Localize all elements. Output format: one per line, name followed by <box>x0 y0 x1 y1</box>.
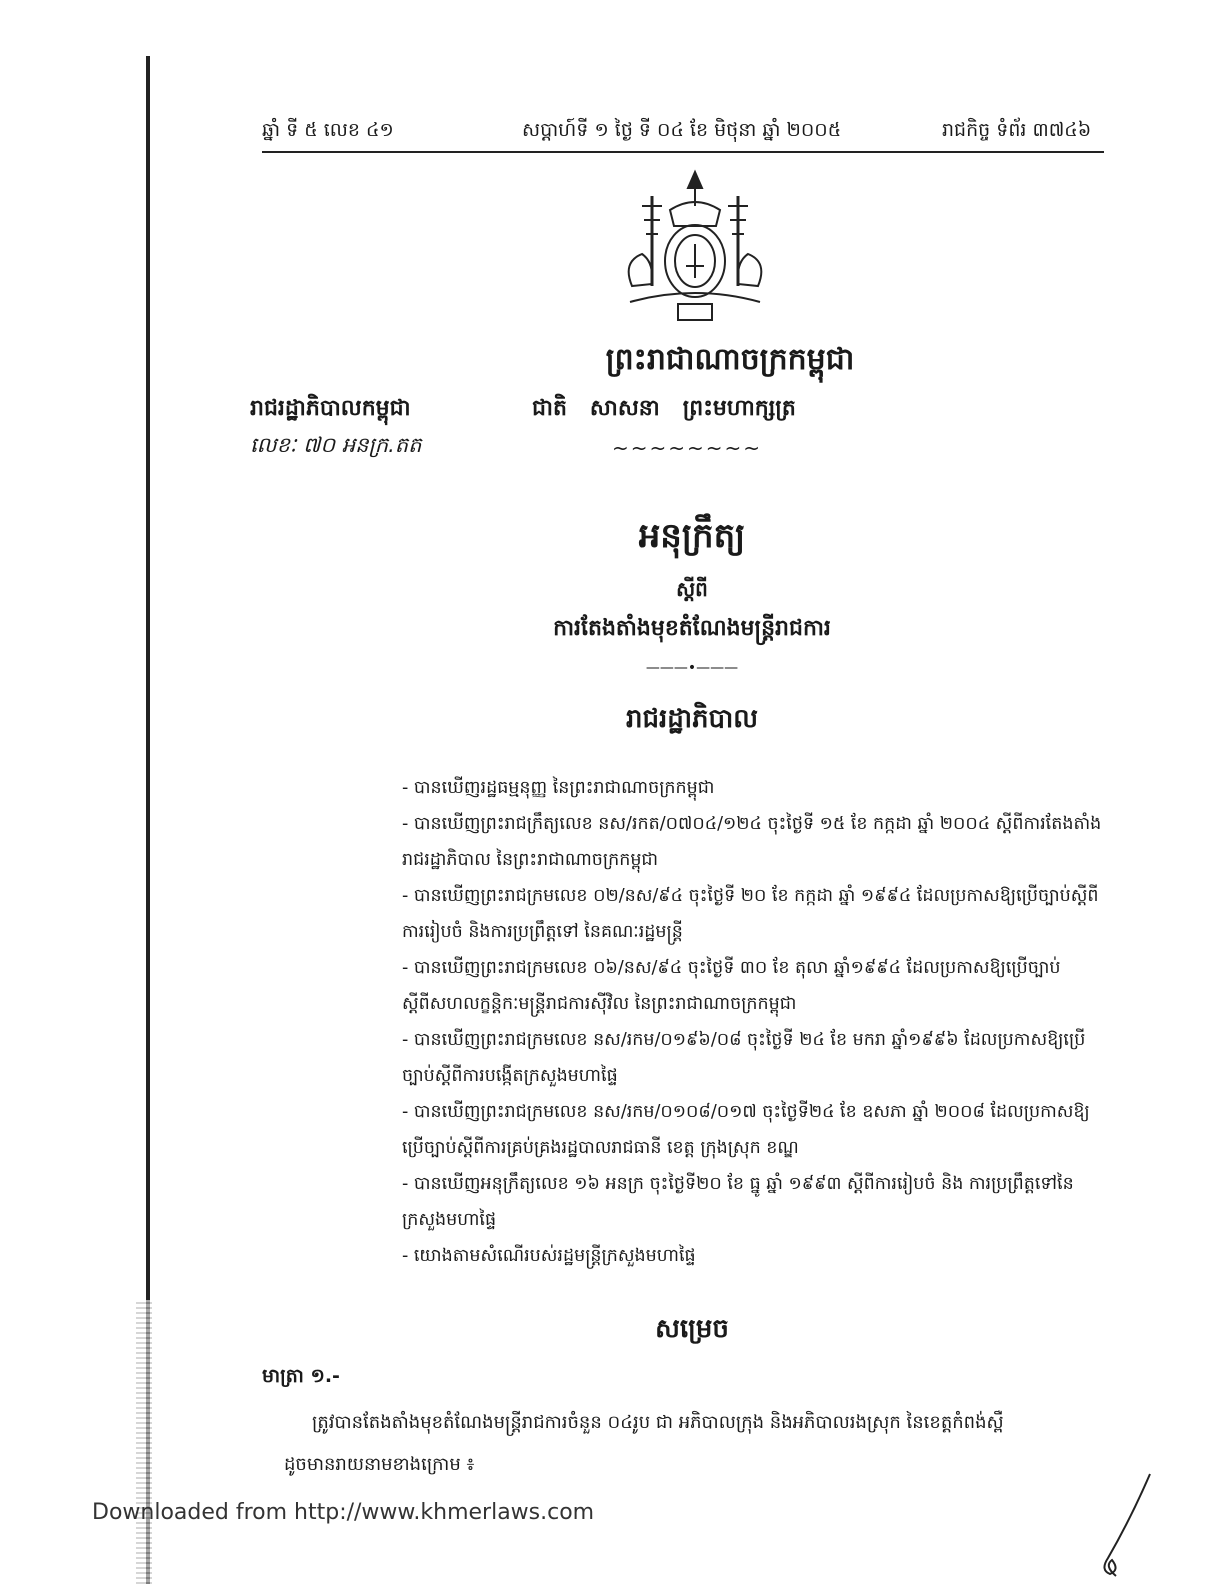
signature-mark-icon <box>1090 1470 1160 1580</box>
royal-coat-of-arms-icon <box>612 166 778 326</box>
download-source-footer: Downloaded from http://www.khmerlaws.com <box>92 1500 595 1525</box>
decree-number: លេខៈ ៧០ អនក្រ.តត <box>250 433 422 457</box>
list-item: - បានឃើញព្រះរាជក្រមលេខ នស/រកម/០១៩៦/០៨ ចុះថ្ងៃទី ២៤ ខែ មករា ឆ្នាំ១៩៩៦ ដែលប្រកាសឱ្យប្រើច្បាប់ស្តីពីការបង្កើតក្រសួងមហាផ្ទៃ <box>402 1030 1086 1086</box>
document-about: ស្តីពី <box>676 577 708 601</box>
document-subject: ការតែងតាំងមុខតំណែងមន្ត្រីរាជការ <box>553 616 831 641</box>
list-item: - បានឃើញរដ្ឋធម្មនុញ្ញ នៃព្រះរាជាណាចក្រកម្ពុជា <box>402 778 715 798</box>
list-item: - បានឃើញអនុក្រឹត្យលេខ ១៦ អនក្រ ចុះថ្ងៃទី២០ ខែ ធ្នូ ឆ្នាំ ១៩៩៣ ស្តីពីការរៀបចំ និង ការប្រព្រឹត្តទៅនៃក្រសួងមហាផ្ទៃ <box>402 1174 1074 1230</box>
header-rule <box>262 151 1104 153</box>
header-issue: ឆ្នាំ ទី ៥ លេខ ៤១ <box>262 119 394 141</box>
article-text-line2: ដូចមានរាយនាមខាងក្រោម ៖ <box>284 1454 475 1475</box>
considerations-list <box>388 770 1108 1274</box>
list-item: - បានឃើញព្រះរាជក្រឹត្យលេខ នស/រកត/០៧០៤/១២៤ ចុះថ្ងៃទី ១៥ ខែ កក្កដា ឆ្នាំ ២០០៤ ស្តីពីការតែងតាំងរាជរដ្ឋាភិបាល នៃព្រះរាជាណាចក្រកម្ពុជា <box>402 814 1102 870</box>
decision-heading: សម្រេច <box>655 1314 729 1344</box>
article-text-line1: ត្រូវបានតែងតាំងមុខតំណែងមន្ត្រីរាជការចំនួន ០៤រូប ជា អភិបាលក្រុង និងអភិបាលរងស្រុក នៃខេត្តកំពង់ស្ពឺ <box>312 1412 1004 1433</box>
list-item: - បានឃើញព្រះរាជក្រមលេខ នស/រកម/០១០៨/០១៧ ចុះថ្ងៃទី២៤ ខែ ឧសភា ឆ្នាំ ២០០៨ ដែលប្រកាសឱ្យប្រើច្បាប់ស្តីពីការគ្រប់គ្រងរដ្ឋបាលរាជធានី ខេត្ត ក្រុងស្រុក ខណ្ឌ <box>402 1102 1090 1158</box>
document-type: អនុក្រឹត្យ <box>638 516 746 556</box>
issuer-name: រាជរដ្ឋាភិបាលកម្ពុជា <box>250 396 411 421</box>
header-page: រាជកិច្ច ទំព័រ ៣៧៤៦ <box>942 119 1092 141</box>
article-number: មាត្រា ១.- <box>262 1365 340 1387</box>
list-item: - បានឃើញព្រះរាជក្រមលេខ ០៦/នស/៩៤ ចុះថ្ងៃទី ៣០ ខែ តុលា ឆ្នាំ១៩៩៤ ដែលប្រកាសឱ្យប្រើច្បាប់ស្តីពីសហលក្ខន្តិកៈមន្ត្រីរាជការស៊ីវិល នៃព្រះរាជាណាចក្រកម្ពុជា <box>402 958 1061 1014</box>
kingdom-title: ព្រះរាជាណាចក្រកម្ពុជា <box>605 342 855 377</box>
motto-ornament: ~~~~~~~~ <box>612 436 763 460</box>
list-item: - យោងតាមសំណើរបស់រដ្ឋមន្ត្រីក្រសួងមហាផ្ទៃ <box>402 1246 696 1266</box>
header-date: សប្តាហ៍ទី ១ ថ្ងៃ ទី ០៤ ខែ មិថុនា ឆ្នាំ ២០០៥ <box>522 119 842 141</box>
title-divider: ———•——— <box>645 660 739 676</box>
kingdom-motto: ជាតិ សាសនា ព្រះមហាក្សត្រ <box>532 396 796 421</box>
list-item: - បានឃើញព្រះរាជក្រមលេខ ០២/នស/៩៤ ចុះថ្ងៃទី ២០ ខែ កក្កដា ឆ្នាំ ១៩៩៤ ដែលប្រកាសឱ្យប្រើច្បាប់ស្តីពីការរៀបចំ និងការប្រព្រឹត្តទៅ នៃគណៈរដ្ឋមន្ត្រី <box>402 886 1099 942</box>
issuing-authority: រាជរដ្ឋាភិបាល <box>625 704 759 734</box>
